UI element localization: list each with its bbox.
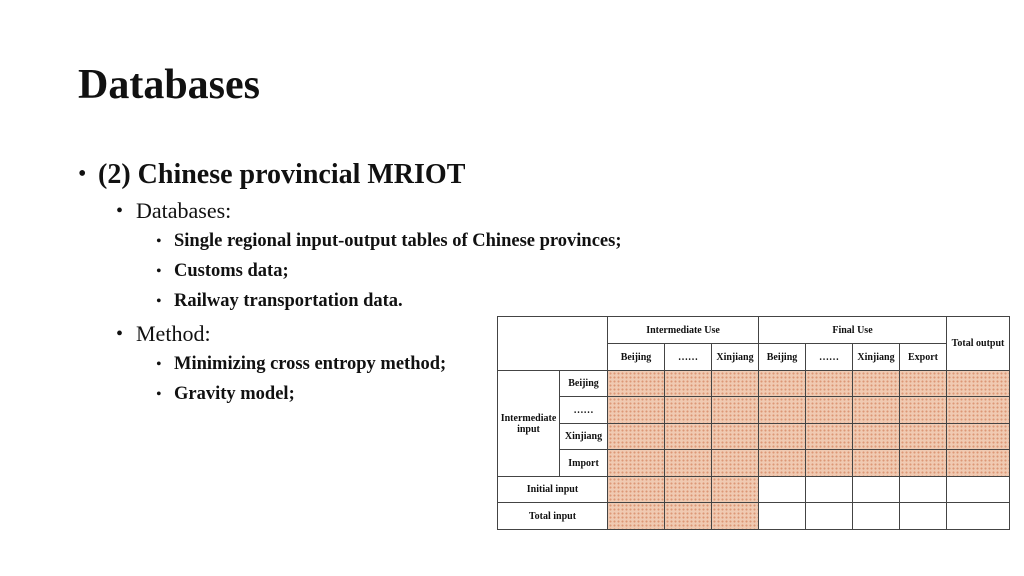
data-cell: [665, 397, 712, 424]
empty-cell: [853, 477, 900, 503]
data-cell: [947, 424, 1010, 450]
data-cell: [900, 397, 947, 424]
data-cell: [853, 450, 900, 477]
method-item: • Gravity model;: [156, 384, 295, 405]
empty-cell: [947, 503, 1010, 530]
row-header: Beijing: [560, 371, 608, 397]
data-cell: [712, 503, 759, 530]
method-label: Method:: [136, 320, 211, 346]
data-cell: [759, 397, 806, 424]
empty-cell: [853, 503, 900, 530]
empty-cell: [900, 477, 947, 503]
bullet-dot-icon: •: [156, 386, 162, 404]
initial-input-label: Initial input: [498, 477, 608, 503]
intermediate-input-label: Intermediate input: [498, 371, 560, 477]
total-output-header: Total output: [947, 317, 1010, 371]
bullet-dot-icon: •: [156, 293, 162, 311]
mriot-table: [497, 316, 1010, 530]
data-cell: [665, 503, 712, 530]
bullet-dot-icon: •: [156, 355, 162, 373]
empty-cell: [900, 503, 947, 530]
data-cell: [712, 371, 759, 397]
col-header: Xinjiang: [853, 344, 900, 371]
intermediate-use-header: Intermediate Use: [608, 317, 759, 344]
bullet-dot-icon: •: [116, 199, 124, 222]
data-cell: [853, 397, 900, 424]
database-item: • Customs data;: [156, 261, 289, 282]
data-cell: [665, 450, 712, 477]
data-cell: [712, 397, 759, 424]
data-cell: [947, 450, 1010, 477]
bullet-dot-icon: •: [156, 232, 162, 250]
data-cell: [947, 371, 1010, 397]
col-header: Xinjiang: [712, 344, 759, 371]
data-cell: [608, 503, 665, 530]
data-cell: [853, 371, 900, 397]
data-cell: [759, 424, 806, 450]
data-cell: [712, 477, 759, 503]
row-header: ……: [560, 397, 608, 424]
data-cell: [947, 397, 1010, 424]
empty-cell: [759, 503, 806, 530]
data-cell: [608, 450, 665, 477]
heading-text: (2) Chinese provincial MRIOT: [98, 159, 466, 190]
empty-cell: [759, 477, 806, 503]
bullet-heading: [78, 158, 718, 192]
databases-label: Databases:: [136, 197, 232, 223]
data-cell: [608, 371, 665, 397]
data-cell: [665, 477, 712, 503]
data-cell: [608, 397, 665, 424]
col-header: Beijing: [608, 344, 665, 371]
data-cell: [665, 424, 712, 450]
data-cell: [853, 424, 900, 450]
bullet-databases: [78, 198, 718, 224]
data-cell: [900, 450, 947, 477]
data-cell: [900, 424, 947, 450]
col-header: Beijing: [759, 344, 806, 371]
data-cell: [608, 477, 665, 503]
slide-title: Databases: [78, 62, 261, 108]
row-header: Import: [560, 450, 608, 477]
database-item: • Single regional input-output tables of Chinese provinces;: [156, 230, 622, 251]
data-cell: [806, 397, 853, 424]
data-cell: [608, 424, 665, 450]
row-header: Xinjiang: [560, 424, 608, 450]
empty-cell: [806, 477, 853, 503]
data-cell: [806, 450, 853, 477]
bullet-dot-icon: •: [116, 322, 124, 345]
method-item: • Minimizing cross entropy method;: [156, 353, 447, 374]
total-input-label: Total input: [498, 503, 608, 530]
col-header: Export: [900, 344, 947, 371]
data-cell: [900, 371, 947, 397]
data-cell: [712, 424, 759, 450]
empty-cell: [947, 477, 1010, 503]
col-header: ……: [806, 344, 853, 371]
data-cell: [665, 371, 712, 397]
database-item: • Railway transportation data.: [156, 291, 403, 312]
col-header: ……: [665, 344, 712, 371]
data-cell: [759, 450, 806, 477]
data-cell: [806, 424, 853, 450]
bullet-dot-icon: •: [156, 263, 162, 281]
corner-cell: [498, 317, 608, 371]
bullet-dot-icon: •: [78, 161, 87, 187]
final-use-header: Final Use: [759, 317, 947, 344]
data-cell: [806, 371, 853, 397]
data-cell: [759, 371, 806, 397]
empty-cell: [806, 503, 853, 530]
data-cell: [712, 450, 759, 477]
